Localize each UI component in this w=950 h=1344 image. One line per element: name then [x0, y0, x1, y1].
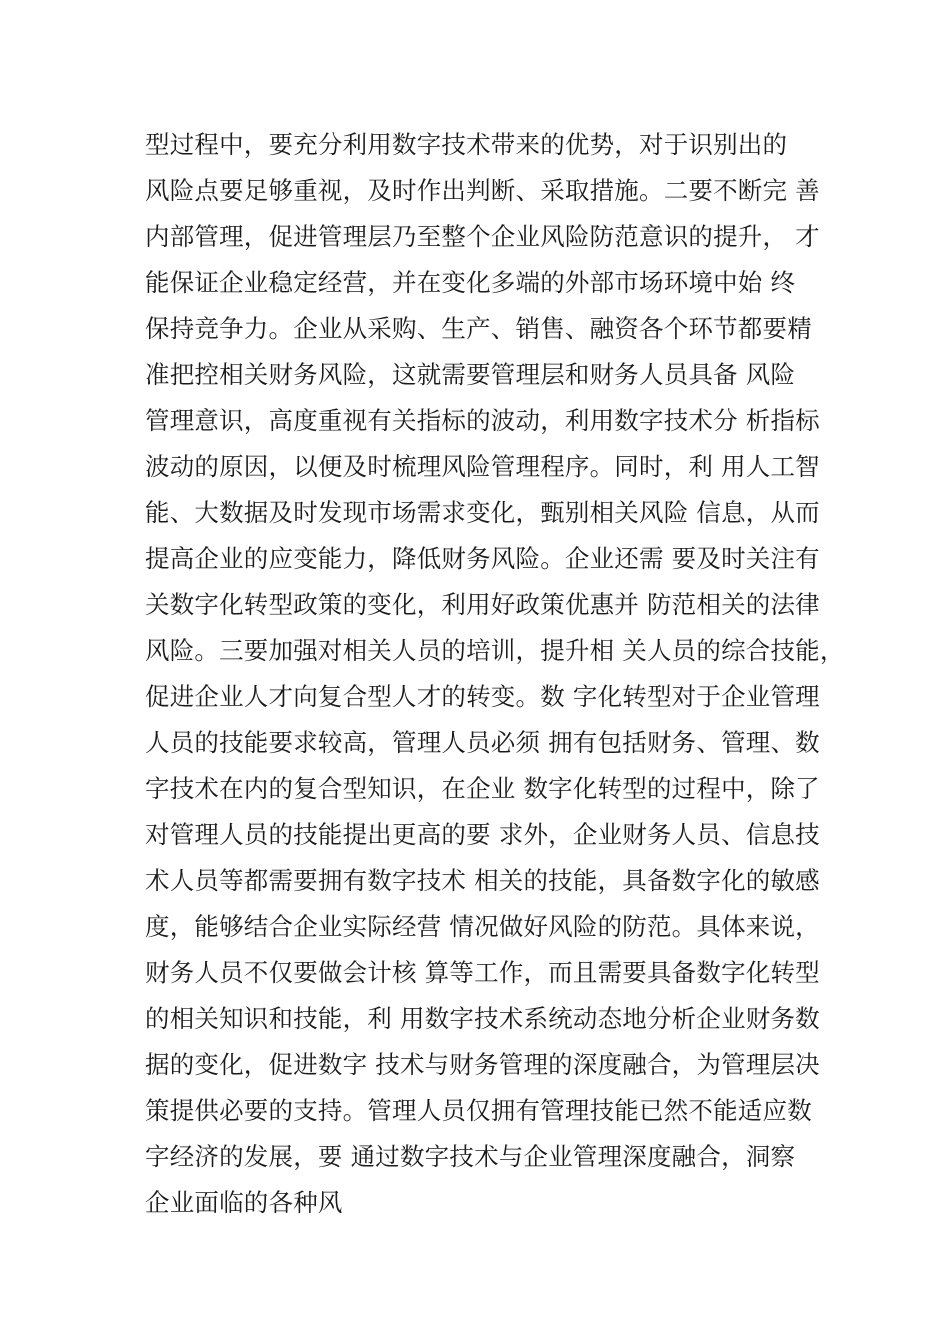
- text-line: 字经济的发展，要 通过数字技术与企业管理深度融合，洞察: [145, 1142, 796, 1171]
- text-line: 策提供必要的支持。管理人员仅拥有管理技能已然不能适应数: [145, 1096, 812, 1125]
- text-line: 波动的原因，以便及时梳理风险管理程序。同时，利 用人工智: [145, 452, 820, 481]
- text-line: 关数字化转型政策的变化，利用好政策优惠并 防范相关的法律: [145, 590, 820, 619]
- text-line: 促进企业人才向复合型人才的转变。数 字化转型对于企业管理: [145, 682, 820, 711]
- text-line: 度，能够结合企业实际经营 情况做好风险的防范。具体来说，: [145, 912, 820, 941]
- text-line: 对管理人员的技能提出更高的要 求外，企业财务人员、信息技: [145, 820, 820, 849]
- text-line: 提高企业的应变能力，降低财务风险。企业还需 要及时关注有: [145, 544, 820, 573]
- text-line: 风险。三要加强对相关人员的培训，提升相 关人员的综合技能，: [145, 636, 845, 665]
- text-line: 术人员等都需要拥有数字技术 相关的技能，具备数字化的敏感: [145, 866, 820, 895]
- text-line: 企业面临的各种风: [145, 1188, 343, 1217]
- text-line: 财务人员不仅要做会计核 算等工作，而且需要具备数字化转型: [145, 958, 820, 987]
- text-line: 能保证企业稳定经营，并在变化多端的外部市场环境中始 终: [145, 268, 796, 297]
- text-line: 管理意识，高度重视有关指标的波动，利用数字技术分 析指标: [145, 406, 820, 435]
- text-line: 字技术在内的复合型知识，在企业 数字化转型的过程中，除了: [145, 774, 820, 803]
- text-line: 能、大数据及时发现市场需求变化，甄别相关风险 信息，从而: [145, 498, 820, 527]
- text-line: 风险点要足够重视，及时作出判断、采取措施。二要不断完 善: [145, 176, 820, 205]
- text-line: 的相关知识和技能，利 用数字技术系统动态地分析企业财务数: [145, 1004, 820, 1033]
- text-line: 内部管理，促进管理层乃至整个企业风险防范意识的提升， 才: [145, 222, 820, 251]
- text-line: 准把控相关财务风险，这就需要管理层和财务人员具备 风险: [145, 360, 796, 389]
- text-line: 据的变化，促进数字 技术与财务管理的深度融合，为管理层决: [145, 1050, 820, 1079]
- body-paragraph: [145, 122, 865, 1226]
- text-line: 人员的技能要求较高，管理人员必须 拥有包括财务、管理、数: [145, 728, 820, 757]
- text-line: 型过程中，要充分利用数字技术带来的优势，对于识别出的: [145, 130, 788, 159]
- text-line: 保持竞争力。企业从采购、生产、销售、融资各个环节都要精: [145, 314, 812, 343]
